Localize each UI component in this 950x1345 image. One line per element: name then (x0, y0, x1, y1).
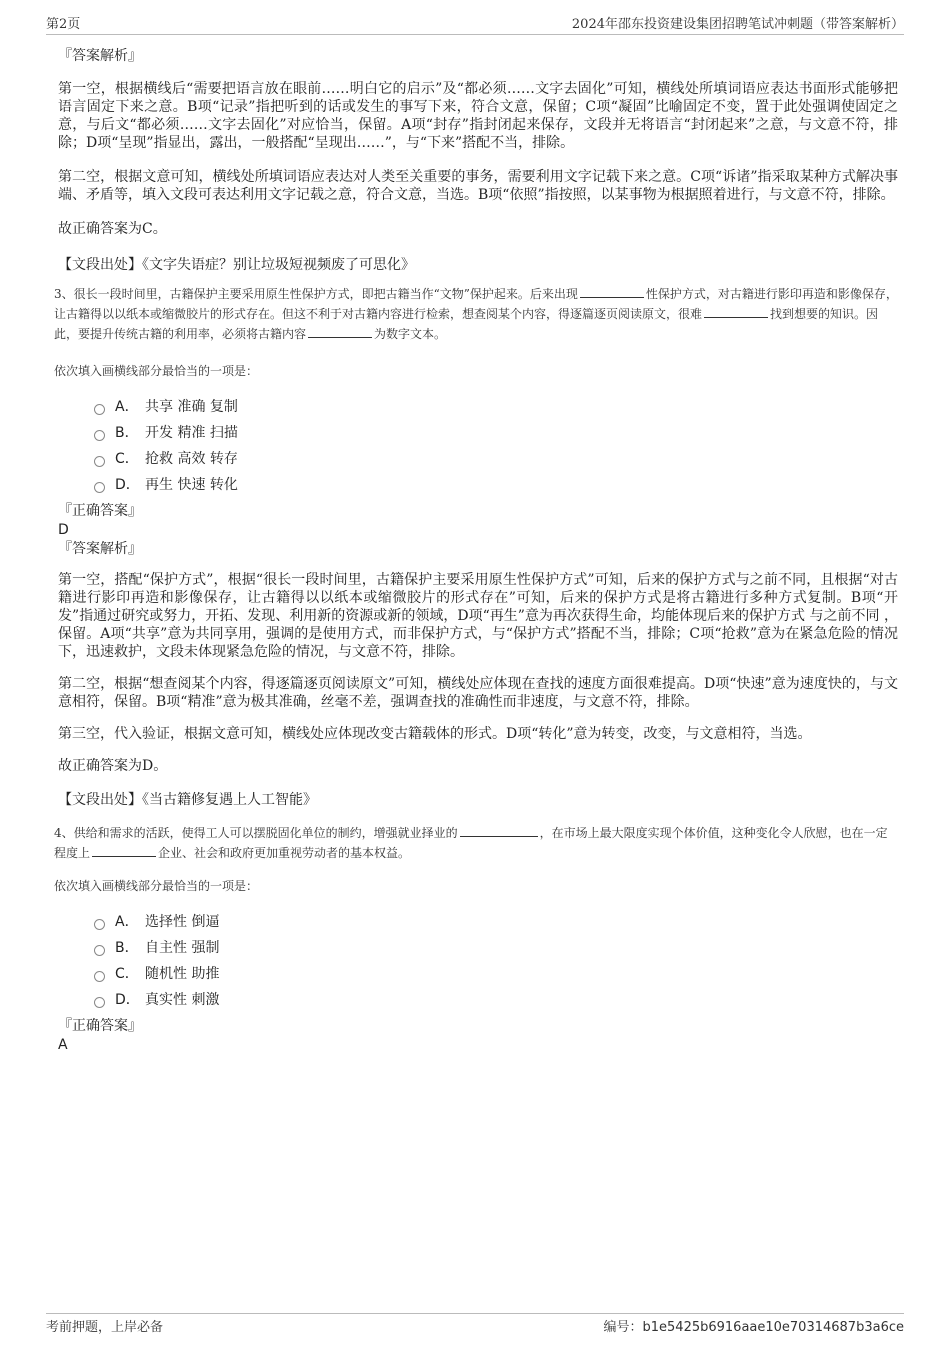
page-header (46, 12, 904, 35)
question-4-options (94, 908, 898, 1012)
passage-source: 【文段出处】《文字失语症？别让垃圾短视频废了可思化》 (58, 257, 415, 273)
radio-icon[interactable] (94, 456, 105, 467)
option-b[interactable]: B． 自主性 强制 (94, 934, 898, 960)
correct-answer-label: 『正确答案』 (58, 1018, 142, 1034)
analysis-paragraph: 第一空，搭配“保护方式”，根据“很长一段时间里，古籍保护主要采用原生性保护方式”可知，后来的保护方式与之前不同，且根据“对古籍进行影印再造和影像保存，让古籍得以以纸本或缩微胶片的形式存在”可知，后来的保护方式是将古籍进行多种方式复制。B项“开发”指通过研究或努力，开拓、发现、利用新的资源或新的领域，D项“再生”意为再次获得生命，均能体现后来的保护方式 与之前不同 ，保留。A项“共享”意为共同享用，强调的是使用方式，而非保护方式，与“保护方式”搭配不当，排除；C项“抢救”意为在紧急危险的情况下，迅速救护，文段未体现紧急危险的情况，与文意不符，排除。 (58, 572, 898, 660)
answer-conclusion: 故正确答案为C。 (58, 221, 167, 237)
analysis-paragraph: 第三空，代入验证，根据文意可知，横线处应体现改变古籍载体的形式。D项“转化”意为转变，改变，与文意相符，当选。 (58, 726, 812, 742)
radio-icon[interactable] (94, 945, 105, 956)
radio-icon[interactable] (94, 482, 105, 493)
analysis-paragraph: 第二空，根据“想查阅某个内容，得逐篇逐页阅读原文”可知，横线处应体现在查找的速度方面很难提高。D项“快速”意为速度快的，与文意相符，保留。B项“精准”意为极其准确，丝毫不差，强调查找的准确性而非速度，与文意不符，排除。 (58, 676, 898, 710)
option-c[interactable]: C． 抢救 高效 转存 (94, 445, 898, 471)
correct-answer: A (58, 1037, 68, 1053)
analysis-label: 『答案解析』 (58, 541, 142, 557)
radio-icon[interactable] (94, 997, 105, 1008)
analysis-label: 『答案解析』 (58, 48, 142, 64)
option-b[interactable]: B． 开发 精准 扫描 (94, 419, 898, 445)
option-a[interactable]: A． 共享 准确 复制 (94, 393, 898, 419)
option-c[interactable]: C． 随机性 助推 (94, 960, 898, 986)
option-d[interactable]: D． 真实性 刺激 (94, 986, 898, 1012)
radio-icon[interactable] (94, 404, 105, 415)
question-3-options (94, 393, 898, 497)
page-number: 第2页 (46, 17, 81, 32)
correct-answer-label: 『正确答案』 (58, 503, 142, 519)
question-4-stem: 4、供给和需求的活跃，使得工人可以摆脱固化单位的制约，增强就业择业的 ，在市场上最大限度实现个体价值，这种变化令人欣慰，也在一定程度上 企业、社会和政府更加重视劳动者的基本权益。 (54, 826, 888, 860)
blank-line (580, 285, 644, 298)
question-3-stem: 3、很长一段时间里，古籍保护主要采用原生性保护方式，即把古籍当作“文物”保护起来。后来出现 性保护方式，对古籍进行影印再造和影像保存，让古籍得以以纸本或缩微胶片的形式存在。但这不利于对古籍内容进行检索，想查阅某个内容，得逐篇逐页阅读原文，很难 找到想要的知识。因此，要提升传统古籍的利用率，必须将古籍内容 为数字文本。 (54, 287, 898, 341)
radio-icon[interactable] (94, 430, 105, 441)
analysis-paragraph: 第一空，根据横线后“需要把语言放在眼前……明白它的启示”及“都必须……文字去固化”可知，横线处所填词语应表达书面形式能够把语言固定下来之意。B项“记录”指把听到的话或发生的事写下来，符合文意，保留；C项“凝固”比喻固定不变，置于此处强调使固定之意，与后文“都必须……文字去固化”对应恰当，保留。A项“封存”指封闭起来保存，文段并无将语言“封闭起来”之意，与文意不符，排除；D项“呈现”指显出，露出，一般搭配“呈现出……”，与“下来”搭配不当，排除。 (58, 81, 898, 151)
question-instruction: 依次填入画横线部分最恰当的一项是： (54, 879, 259, 893)
correct-answer: D (58, 522, 69, 538)
passage-source: 【文段出处】《当古籍修复遇上人工智能》 (58, 792, 317, 808)
option-a[interactable]: A． 选择性 倒逼 (94, 908, 898, 934)
blank-line (460, 824, 538, 837)
blank-line (704, 305, 768, 318)
question-instruction: 依次填入画横线部分最恰当的一项是： (54, 364, 259, 378)
option-d[interactable]: D． 再生 快速 转化 (94, 471, 898, 497)
page-footer (46, 1313, 904, 1336)
page-content (54, 46, 898, 1054)
analysis-paragraph: 第二空，根据文意可知，横线处所填词语应表达对人类至关重要的事务，需要利用文字记载下来之意。C项“诉诸”指采取某种方式解决事端、矛盾等，填入文段可表达利用文字记载之意，符合文意，当选。B项“依照”指按照，以某事物为根据照着进行，与文意不符，排除。 (58, 169, 898, 203)
document-code: 编号：b1e5425b6916aae10e70314687b3a6ce (603, 1320, 904, 1335)
document-title: 2024年邵东投资建设集团招聘笔试冲刺题（带答案解析） (571, 17, 904, 32)
blank-line (308, 325, 372, 338)
radio-icon[interactable] (94, 919, 105, 930)
footer-slogan: 考前押题，上岸必备 (46, 1320, 164, 1335)
answer-conclusion: 故正确答案为D。 (58, 758, 168, 774)
radio-icon[interactable] (94, 971, 105, 982)
blank-line (92, 844, 156, 857)
